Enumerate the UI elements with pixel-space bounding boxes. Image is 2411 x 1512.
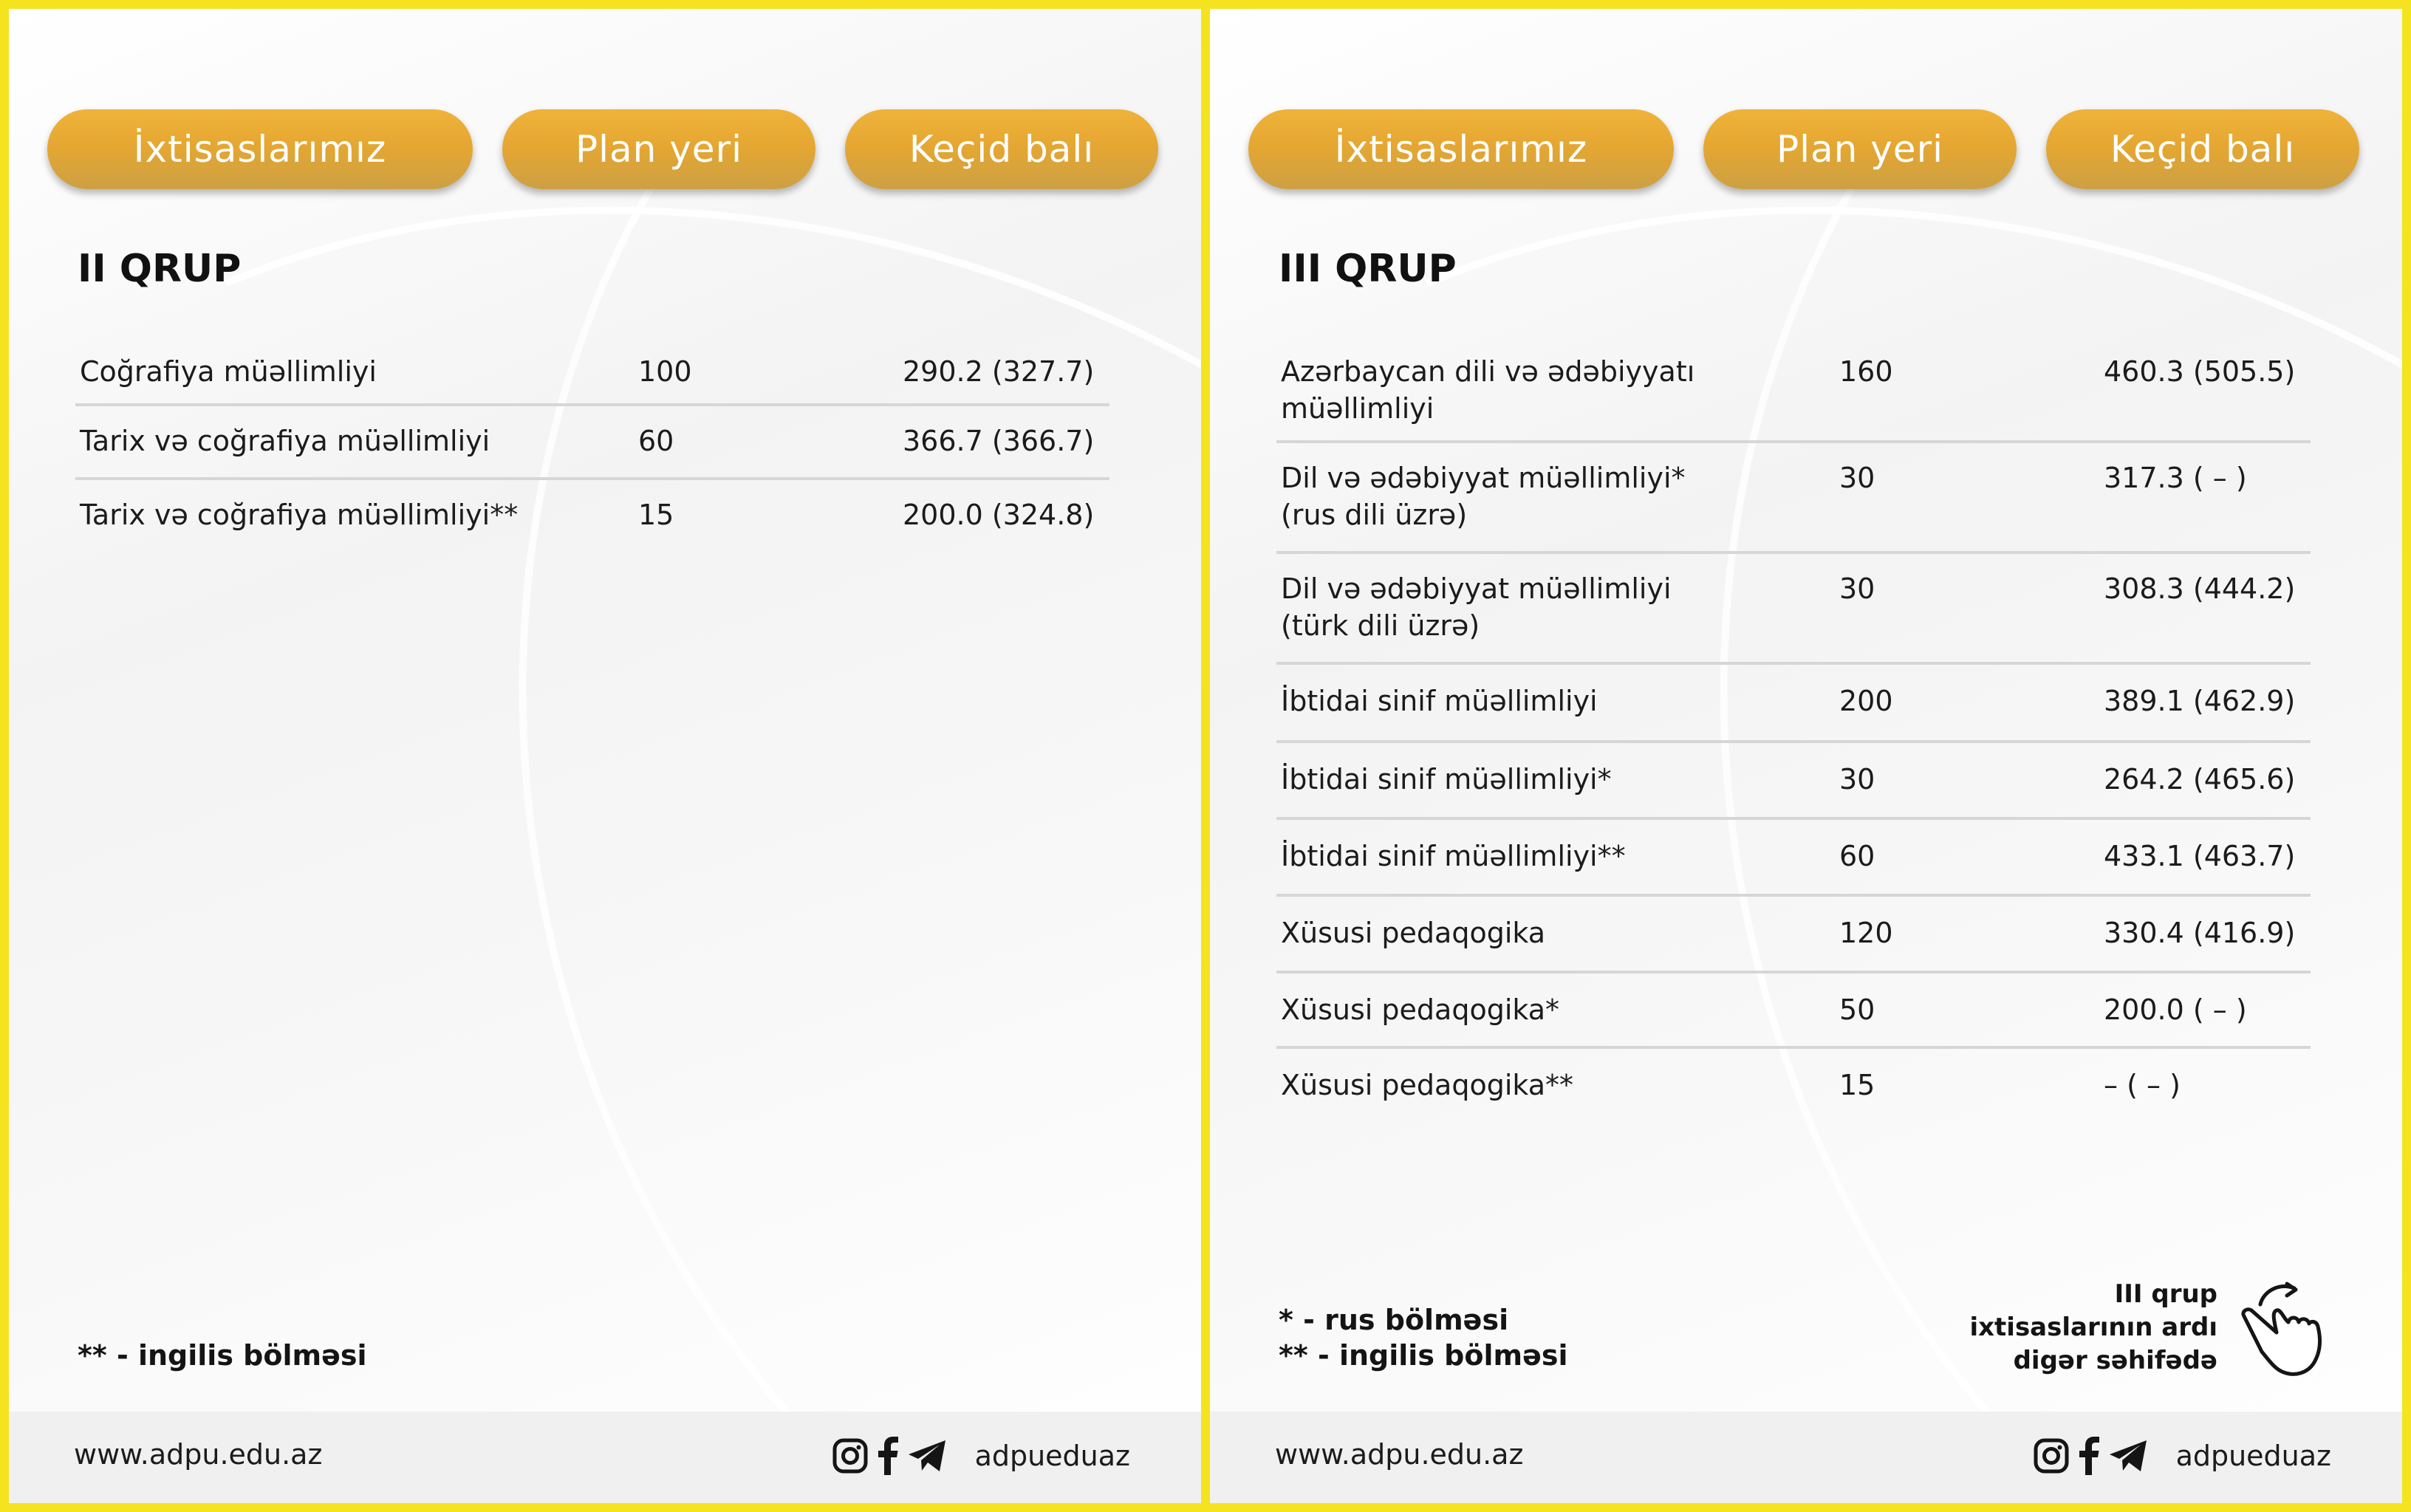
page-left	[9, 9, 1201, 1503]
header-plan: Plan yeri	[1703, 109, 2017, 189]
social-links	[2033, 1434, 2331, 1478]
telegram-icon[interactable]	[907, 1439, 947, 1473]
table-row	[1276, 343, 2311, 443]
table-row	[1276, 1049, 2311, 1123]
specialty-name: İbtidai sinif müəllimliyi	[1281, 685, 1598, 717]
pass-score: 200.0 (324.8)	[903, 499, 1095, 531]
plan-count: 30	[1839, 763, 1875, 796]
table-row	[1276, 443, 2311, 554]
footer	[1210, 1412, 2402, 1503]
pass-score: – ( – )	[2104, 1069, 2181, 1101]
specialty-name: Xüsusi pedaqogika	[1281, 917, 1546, 949]
pass-score: 290.2 (327.7)	[903, 355, 1095, 388]
specialty-name: Dil və ədəbiyyat müəllimliyi* (rus dili üzrə)	[1281, 462, 1686, 531]
instagram-icon[interactable]	[832, 1437, 869, 1474]
plan-count: 60	[638, 425, 674, 457]
table-row	[1276, 665, 2311, 743]
specialty-name: Dil və ədəbiyyat müəllimliyi (türk dili üzrə)	[1281, 572, 1672, 642]
social-links	[832, 1434, 1130, 1478]
specialty-name: İbtidai sinif müəllimliyi*	[1281, 763, 1612, 796]
social-handle[interactable]: adpueduaz	[974, 1440, 1130, 1472]
specialty-table	[1276, 343, 2311, 1123]
group-title: II QRUP	[78, 247, 242, 291]
hint-line: III qrup	[2114, 1279, 2217, 1309]
pass-score: 433.1 (463.7)	[2104, 840, 2296, 872]
pass-score: 389.1 (462.9)	[2104, 685, 2296, 717]
website-link[interactable]: www.adpu.edu.az	[1275, 1438, 1524, 1471]
table-row	[1276, 897, 2311, 974]
header-score: Keçid balı	[2046, 109, 2359, 189]
header-specialties: İxtisaslarımız	[47, 109, 473, 189]
page-right	[1210, 9, 2402, 1503]
plan-count: 50	[1839, 993, 1875, 1026]
specialty-name: Tarix və coğrafiya müəllimliyi**	[80, 499, 519, 531]
specialty-table	[75, 343, 1109, 551]
table-row	[1276, 554, 2311, 665]
specialty-name: Tarix və coğrafiya müəllimliyi	[80, 425, 490, 457]
background-swoosh	[9, 9, 1201, 1503]
table-row	[75, 406, 1109, 480]
table-row	[1276, 743, 2311, 820]
plan-count: 120	[1839, 917, 1893, 949]
pass-score: 366.7 (366.7)	[903, 425, 1095, 457]
specialty-name: Azərbaycan dili və ədəbiyyatı müəllimliyi	[1281, 355, 1695, 425]
table-row	[75, 480, 1109, 551]
table-row	[75, 343, 1109, 406]
footnote-english: ** - ingilis bölməsi	[78, 1339, 367, 1372]
specialty-name: İbtidai sinif müəllimliyi**	[1281, 840, 1626, 872]
footnote-english: ** - ingilis bölməsi	[1279, 1339, 1568, 1372]
table-row	[1276, 820, 2311, 897]
facebook-icon[interactable]	[878, 1437, 898, 1475]
pass-score: 460.3 (505.5)	[2104, 355, 2296, 388]
facebook-icon[interactable]	[2079, 1437, 2099, 1475]
pass-score: 330.4 (416.9)	[2104, 917, 2296, 949]
header-specialties: İxtisaslarımız	[1248, 109, 1674, 189]
plan-count: 60	[1839, 840, 1875, 872]
header-plan: Plan yeri	[502, 109, 815, 189]
footer	[9, 1412, 1201, 1503]
pass-score: 308.3 (444.2)	[2104, 572, 2296, 605]
table-row	[1276, 974, 2311, 1049]
hint-line: ixtisaslarının ardı	[1969, 1313, 2217, 1342]
plan-count: 160	[1839, 355, 1893, 388]
hint-line: digər səhifədə	[2013, 1346, 2217, 1375]
plan-count: 15	[1839, 1069, 1875, 1101]
plan-count: 200	[1839, 685, 1893, 717]
social-handle[interactable]: adpueduaz	[2175, 1440, 2331, 1472]
specialty-name: Xüsusi pedaqogika*	[1281, 993, 1560, 1026]
header-score: Keçid balı	[845, 109, 1158, 189]
website-link[interactable]: www.adpu.edu.az	[74, 1438, 323, 1471]
group-title: III QRUP	[1279, 247, 1457, 291]
background-swoosh	[343, 9, 1201, 1503]
pass-score: 264.2 (465.6)	[2104, 763, 2296, 796]
specialty-name: Xüsusi pedaqogika**	[1281, 1069, 1574, 1101]
continuation-hint	[1907, 1278, 2217, 1378]
plan-count: 30	[1839, 462, 1875, 494]
footnote-russian: * - rus bölməsi	[1279, 1304, 1509, 1336]
instagram-icon[interactable]	[2033, 1437, 2070, 1474]
pointing-hand-icon	[2238, 1279, 2331, 1381]
telegram-icon[interactable]	[2108, 1439, 2148, 1473]
plan-count: 15	[638, 499, 674, 531]
specialty-name: Coğrafiya müəllimliyi	[80, 355, 377, 388]
plan-count: 30	[1839, 572, 1875, 605]
plan-count: 100	[638, 355, 692, 388]
pass-score: 317.3 ( – )	[2104, 462, 2247, 494]
pass-score: 200.0 ( – )	[2104, 993, 2247, 1026]
